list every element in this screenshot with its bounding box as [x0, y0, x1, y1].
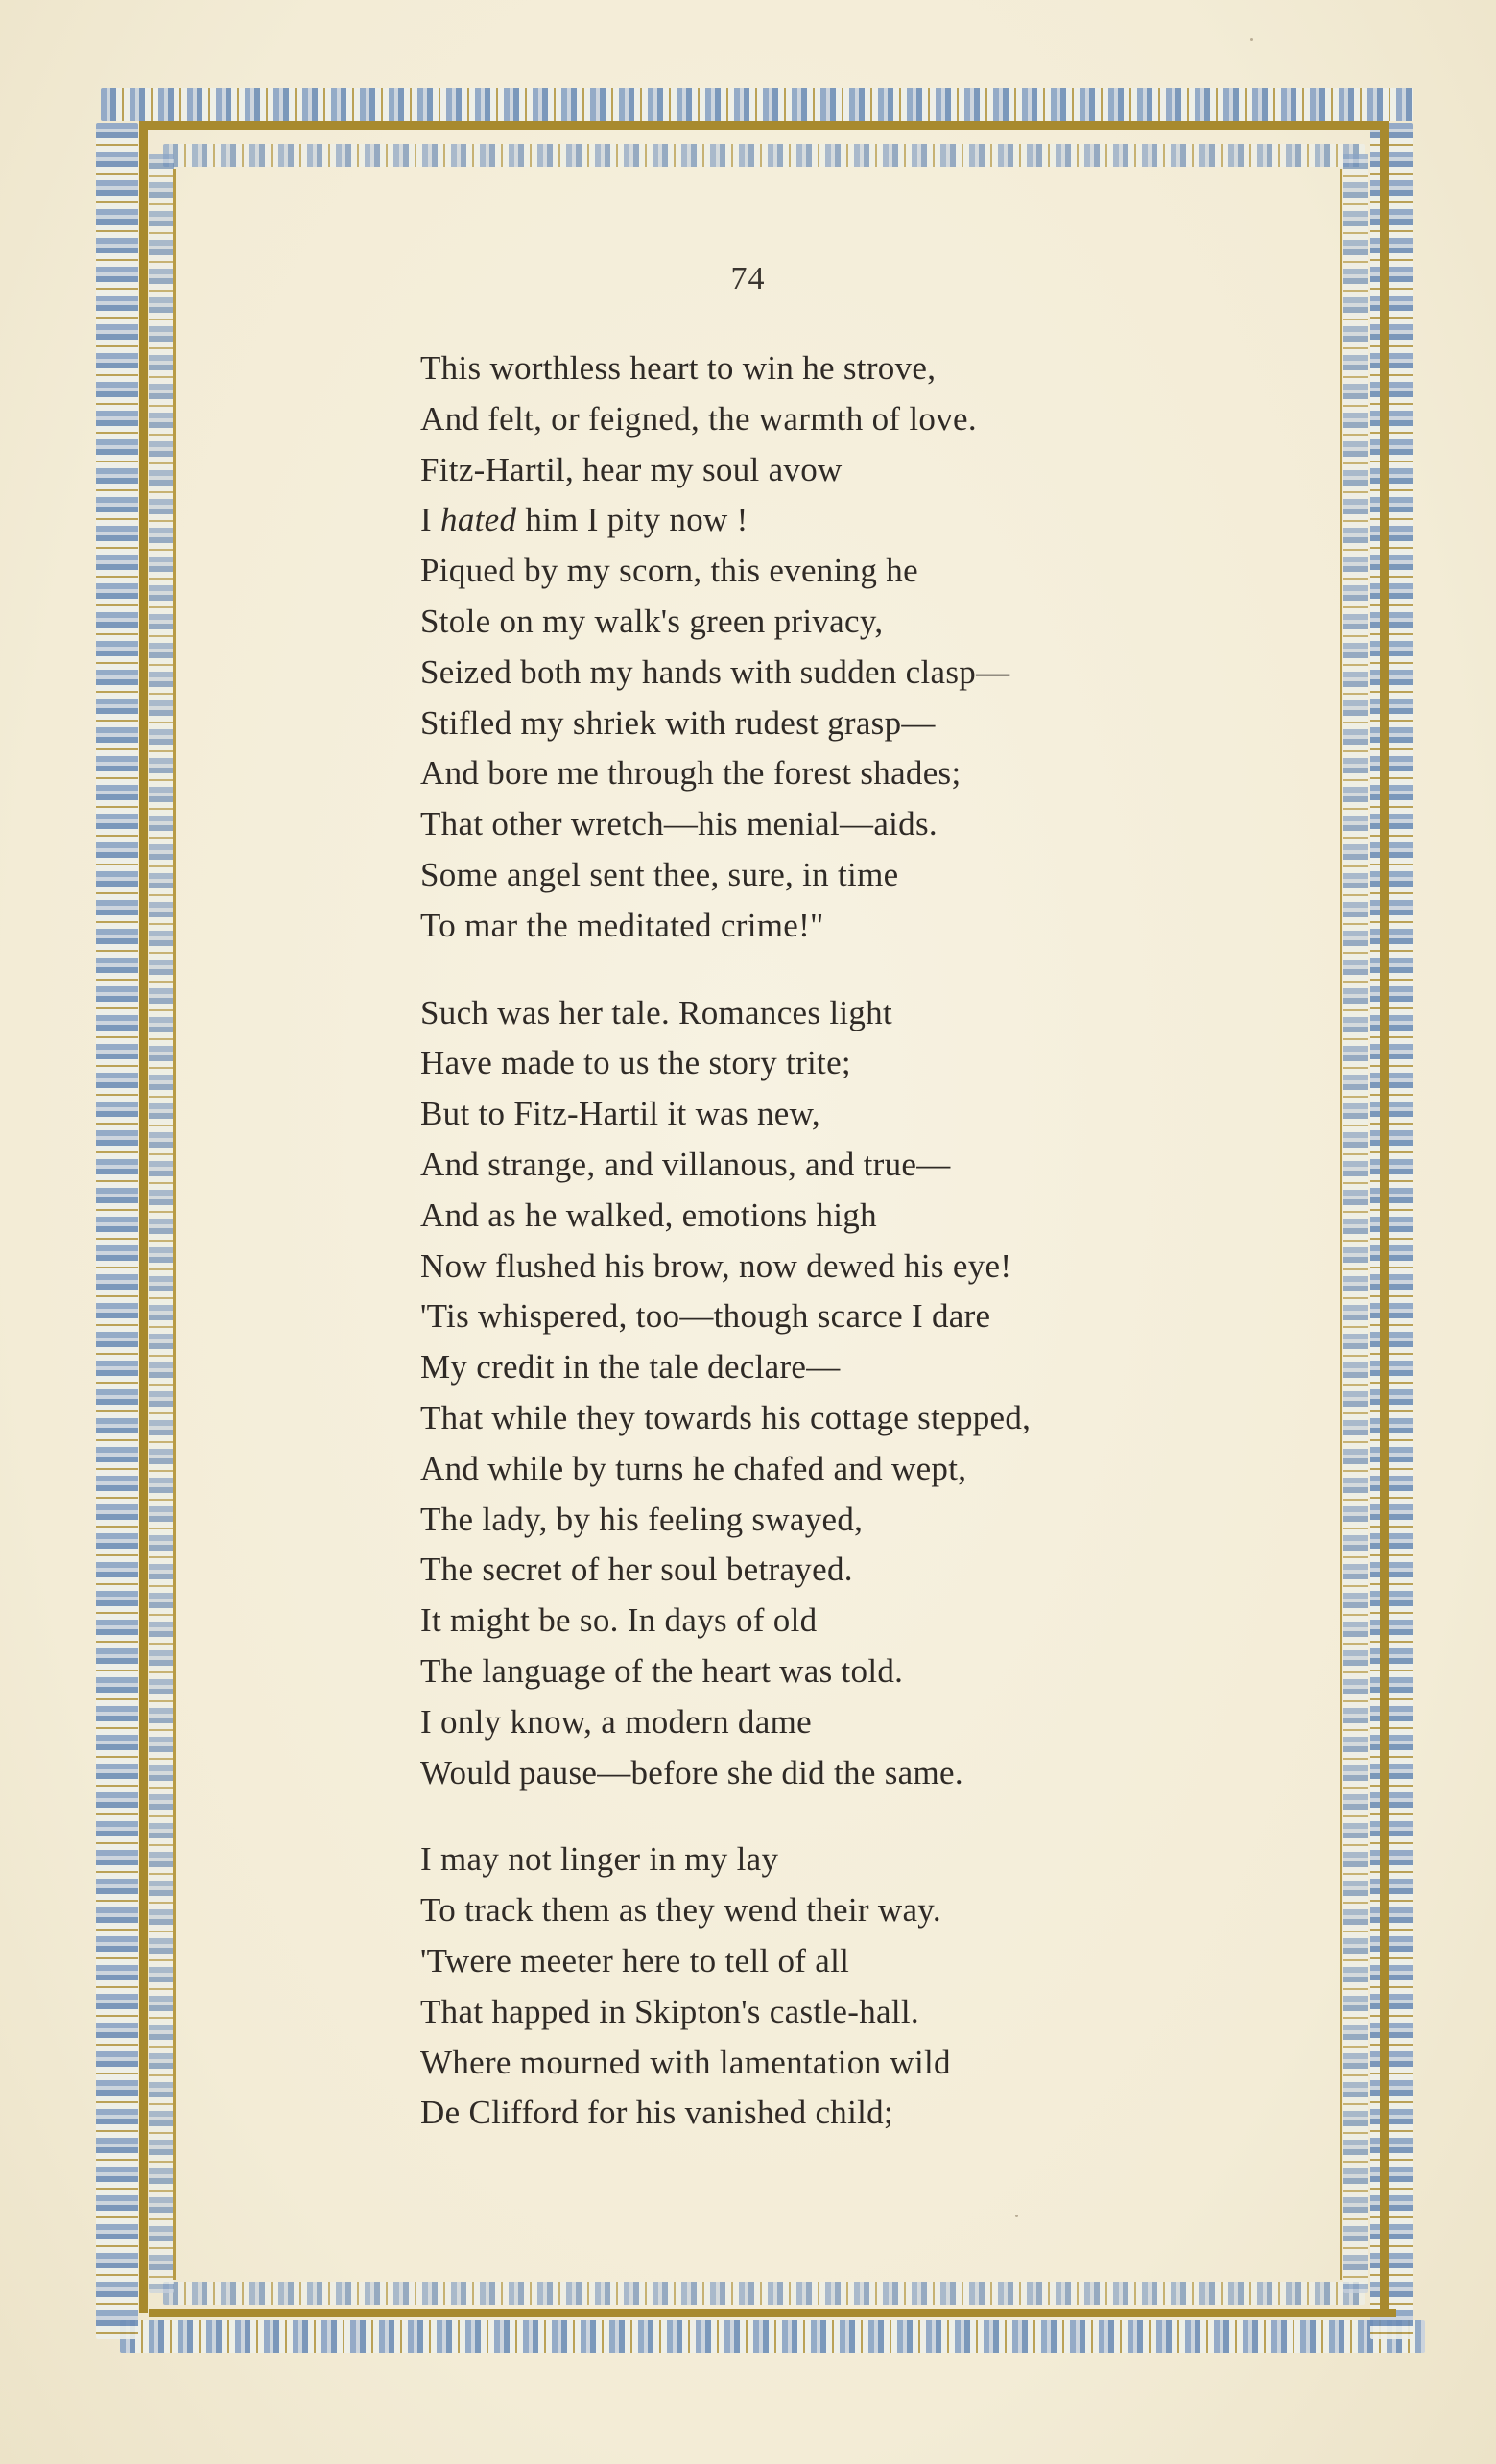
poem-line: De Clifford for his vanished child;: [420, 2094, 893, 2132]
poem-line: To track them as they wend their way.: [420, 1891, 941, 1930]
poem-line: The secret of her soul betrayed.: [420, 1551, 853, 1589]
poem-line: But to Fitz-Hartil it was new,: [420, 1095, 820, 1133]
poem-line: It might be so. In days of old: [420, 1601, 818, 1640]
poem-line: Have made to us the story trite;: [420, 1044, 851, 1082]
poem-line: Stole on my walk's green privacy,: [420, 602, 884, 640]
poem-line: [420, 495, 1284, 546]
poem-line: I may not linger in my lay: [420, 1840, 779, 1879]
gold-rule-right: [1380, 121, 1389, 2313]
poem-line: The lady, by his feeling swayed,: [420, 1500, 864, 1538]
inner-bottom-ornament: [163, 2282, 1365, 2305]
poem-line: And while by turns he chafed and wept,: [420, 1449, 967, 1487]
gold-rule-bottom: [149, 2309, 1396, 2317]
poem-line: 'Twere meeter here to tell of all: [420, 1941, 850, 1979]
poem-text: [420, 344, 1284, 2175]
inner-left-ornament: [149, 154, 174, 2293]
page-number: 74: [730, 261, 766, 296]
paper-speck: [1015, 2215, 1018, 2217]
border-left-ornament: [96, 123, 138, 2339]
stanza: [420, 1835, 1284, 2139]
gold-rule-left: [139, 121, 148, 2313]
poem-line: Would pause—before she did the same.: [420, 1753, 963, 1791]
poem-line: This worthless heart to win he strove,: [420, 349, 937, 387]
poem-line: And as he walked, emotions high: [420, 1196, 877, 1234]
stanza: [420, 988, 1284, 1799]
stanza: [420, 344, 1284, 952]
poem-line: My credit in the tale declare—: [420, 1348, 841, 1386]
poem-line: Where mourned with lamentation wild: [420, 2043, 951, 2081]
poem-line: That happed in Skipton's castle-hall.: [420, 1992, 919, 2030]
poem-line: That other wretch—his menial—aids.: [420, 805, 938, 843]
border-bottom-ornament: [120, 2320, 1425, 2353]
poem-line: And strange, and villanous, and true—: [420, 1145, 951, 1183]
poem-line: Fitz-Hartil, hear my soul avow: [420, 450, 843, 488]
poem-line: Now flushed his brow, now dewed his eye!: [420, 1246, 1012, 1285]
gold-rule-inner-left: [173, 169, 176, 2280]
inner-right-ornament: [1343, 154, 1368, 2293]
poem-line: Some angel sent thee, sure, in time: [420, 855, 899, 893]
poem-line: The language of the heart was told.: [420, 1651, 904, 1690]
gold-rule-top: [139, 121, 1387, 130]
poem-line: To mar the meditated crime!": [420, 906, 824, 944]
italic-word: hated: [440, 501, 517, 539]
poem-line: Seized both my hands with sudden clasp—: [420, 652, 1010, 691]
line-text: I: [420, 501, 441, 539]
border-top-ornament: [101, 88, 1413, 121]
poem-line: 'Tis whispered, too—though scarce I dare: [420, 1297, 991, 1336]
paper-speck: [1250, 38, 1253, 41]
poem-line: And bore me through the forest shades;: [420, 754, 962, 793]
poem-line: Piqued by my scorn, this evening he: [420, 552, 918, 590]
line-text: him I pity now !: [516, 501, 748, 539]
poem-line: Such was her tale. Romances light: [420, 993, 893, 1031]
poem-line: And felt, or feigned, the warmth of love.: [420, 399, 977, 438]
poem-line: Stifled my shriek with rudest grasp—: [420, 703, 936, 742]
gold-rule-inner-right: [1340, 169, 1342, 2280]
inner-top-ornament: [163, 144, 1365, 167]
poem-line: That while they towards his cottage stepped,: [420, 1398, 1032, 1436]
poem-line: I only know, a modern dame: [420, 1702, 812, 1741]
border-right-ornament: [1370, 123, 1413, 2339]
